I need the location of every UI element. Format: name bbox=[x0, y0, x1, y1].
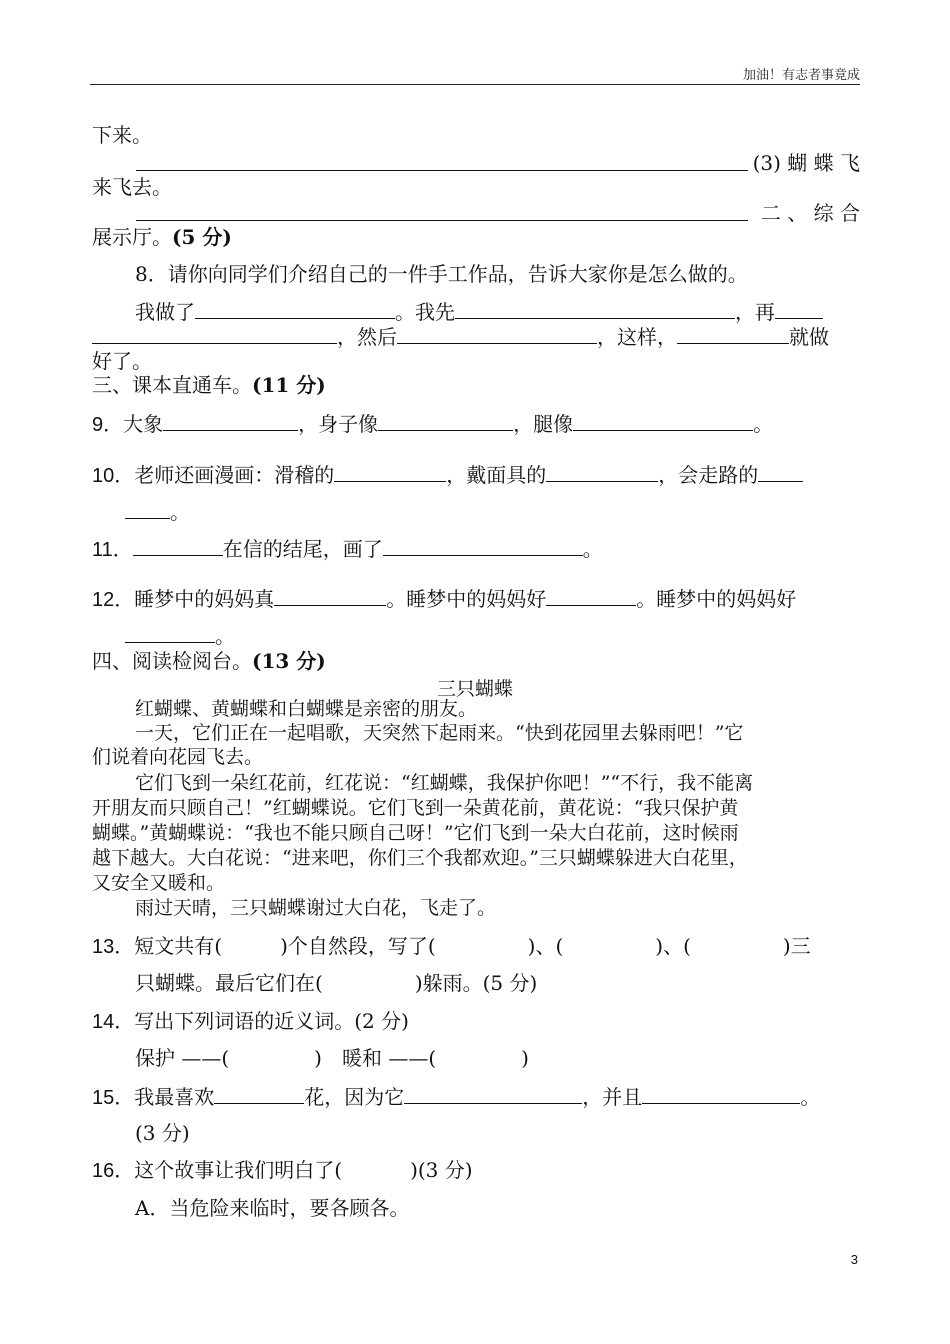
q15-number: 15 bbox=[92, 1087, 115, 1109]
answer-blank[interactable] bbox=[455, 298, 735, 319]
answer-blank[interactable] bbox=[125, 622, 215, 643]
q11 bbox=[92, 535, 860, 563]
q14-line-2 bbox=[135, 1045, 860, 1071]
section-4-heading bbox=[92, 648, 860, 674]
answer-blank[interactable] bbox=[378, 410, 513, 431]
passage-para-4: 雨过天晴，三只蝴蝶谢过大白花，飞走了。 bbox=[135, 897, 497, 919]
text: 花，因为它 bbox=[304, 1085, 405, 1109]
answer-blank[interactable] bbox=[758, 461, 803, 482]
text: )躲雨。(5 分) bbox=[414, 971, 538, 995]
passage-para-3-line-2: 开朋友而只顾自己！”红蝴蝶说。它们飞到一朵黄花前，黄花说：“我只保护黄 bbox=[92, 797, 739, 819]
header-rule bbox=[90, 84, 860, 85]
text: 。睡梦中的妈妈好 bbox=[636, 587, 797, 611]
text: 。 bbox=[582, 537, 603, 561]
answer-blank[interactable] bbox=[397, 323, 597, 344]
q16-option-a[interactable]: A．当危险来临时，要各顾各。 bbox=[135, 1196, 410, 1220]
text: ． bbox=[112, 537, 133, 561]
q13-line-2 bbox=[135, 970, 860, 996]
answer-blank[interactable] bbox=[404, 1083, 582, 1104]
text: ．这个故事让我们明白了( bbox=[114, 1158, 343, 1182]
q10-line-1 bbox=[92, 461, 860, 489]
text: 来飞去。 bbox=[92, 175, 172, 199]
score: (3 分) bbox=[135, 1121, 190, 1145]
text: ) bbox=[521, 1046, 529, 1070]
q8-prompt bbox=[135, 261, 860, 287]
q12-number: 12 bbox=[92, 589, 115, 611]
q13-line-1 bbox=[92, 933, 860, 960]
text: ．睡梦中的妈妈真 bbox=[114, 587, 275, 611]
q9 bbox=[92, 410, 860, 438]
q8-line-2 bbox=[92, 323, 860, 350]
cont-line-2-tail: (3) 蝴 蝶 飞 bbox=[752, 151, 860, 175]
answer-blank[interactable] bbox=[92, 323, 337, 344]
text: ．我最喜欢 bbox=[114, 1085, 215, 1109]
text: ．短文共有( bbox=[114, 934, 223, 958]
text: 。睡梦中的妈妈好 bbox=[386, 587, 547, 611]
passage-para-3-line-1: 它们飞到一朵红花前，红花说：“红蝴蝶，我保护你吧！”“不行，我不能离 bbox=[135, 772, 754, 794]
text: 就做 bbox=[789, 325, 829, 349]
answer-blank[interactable] bbox=[775, 298, 823, 319]
answer-blank[interactable] bbox=[677, 323, 789, 344]
text: 。 bbox=[215, 624, 235, 648]
q8-number: 8 bbox=[135, 262, 148, 286]
q12-line-1 bbox=[92, 585, 860, 613]
text: 。 bbox=[753, 412, 774, 436]
text: ，并且 bbox=[582, 1085, 643, 1109]
text: ) 暖和 ——( bbox=[314, 1046, 437, 1070]
text: 只蝴蝶。最后它们在( bbox=[135, 971, 323, 995]
cont-line-5 bbox=[92, 224, 860, 250]
text: 。我先 bbox=[395, 300, 455, 324]
section-title: 四、阅读检阅台。 bbox=[92, 649, 252, 673]
answer-blank[interactable] bbox=[573, 410, 753, 431]
q16-number: 16 bbox=[92, 1160, 115, 1182]
answer-blank[interactable] bbox=[125, 498, 170, 519]
q8-text: ．请你向同学们介绍自己的一件手工作品，告诉大家你是怎么做的。 bbox=[147, 262, 748, 286]
section-3-heading bbox=[92, 372, 860, 398]
answer-blank[interactable] bbox=[163, 410, 298, 431]
q10-number: 10 bbox=[92, 465, 115, 487]
answer-blank[interactable] bbox=[383, 535, 583, 556]
text: ，会走路的 bbox=[658, 463, 759, 487]
text: ，戴面具的 bbox=[446, 463, 547, 487]
cont-line-2 bbox=[92, 150, 860, 177]
text: )三 bbox=[782, 934, 811, 958]
cont-line-4-tail: 二 、 综 合 bbox=[760, 201, 860, 225]
text: )(3 分) bbox=[410, 1158, 473, 1182]
q8-line-1 bbox=[135, 298, 860, 325]
text: 我做了 bbox=[135, 300, 195, 324]
text: )、( bbox=[655, 934, 691, 958]
section-title: 三、课本直通车。 bbox=[92, 373, 252, 397]
text: ．老师还画漫画：滑稽的 bbox=[114, 463, 335, 487]
text: )、( bbox=[527, 934, 564, 958]
answer-blank[interactable] bbox=[274, 585, 386, 606]
q14-number: 14 bbox=[92, 1011, 115, 1033]
passage-para-2-line-2: 们说着向花园飞去。 bbox=[92, 746, 264, 768]
q16-prompt bbox=[92, 1157, 860, 1184]
answer-blank[interactable] bbox=[546, 461, 658, 482]
text: ，然后 bbox=[337, 325, 397, 349]
text: 保护 ——( bbox=[135, 1046, 230, 1070]
text: 在信的结尾，画了 bbox=[222, 537, 383, 561]
text: ，身子像 bbox=[298, 412, 379, 436]
text: 下来。 bbox=[92, 123, 152, 147]
passage-para-2-line-1: 一天，它们正在一起唱歌，天突然下起雨来。“快到花园里去躲雨吧！”它 bbox=[135, 722, 744, 744]
q15-line-2 bbox=[135, 1120, 860, 1146]
text: ，再 bbox=[735, 300, 775, 324]
text: ，腿像 bbox=[513, 412, 574, 436]
answer-blank[interactable] bbox=[642, 1083, 800, 1104]
answer-blank[interactable] bbox=[195, 298, 395, 319]
text: 。 bbox=[170, 500, 190, 524]
text: 好了。 bbox=[92, 349, 152, 373]
page-header-motto: 加油！有志者事竟成 bbox=[742, 68, 860, 83]
q13-number: 13 bbox=[92, 936, 115, 958]
answer-blank[interactable] bbox=[136, 150, 748, 171]
answer-blank[interactable] bbox=[136, 200, 748, 221]
q11-number: 11 bbox=[92, 539, 113, 561]
q14-prompt bbox=[92, 1008, 860, 1035]
passage-para-3-line-4: 越下越大。大白花说：“进来吧，你们三个我都欢迎。”三只蝴蝶躲进大白花里， bbox=[92, 847, 748, 869]
page-number: 3 bbox=[850, 1252, 858, 1267]
passage-para-1: 红蝴蝶、黄蝴蝶和白蝴蝶是亲密的朋友。 bbox=[135, 698, 478, 720]
answer-blank[interactable] bbox=[133, 535, 223, 556]
cont-line-1 bbox=[92, 122, 860, 148]
answer-blank[interactable] bbox=[334, 461, 446, 482]
passage-para-3-line-5: 又安全又暖和。 bbox=[92, 872, 226, 894]
cont-line-4 bbox=[92, 200, 860, 227]
passage-para-3-line-3: 蝴蝶。”黄蝴蝶说：“我也不能只顾自己呀！”它们飞到一朵大白花前，这时候雨 bbox=[92, 822, 739, 844]
answer-blank[interactable] bbox=[546, 585, 636, 606]
text: 展示厅。 bbox=[92, 225, 172, 249]
section-score: (11 分) bbox=[252, 373, 326, 397]
score: (5 分) bbox=[172, 225, 232, 249]
passage-title: 三只蝴蝶 bbox=[436, 678, 513, 700]
q10-line-2 bbox=[125, 498, 860, 525]
q8-line-3 bbox=[92, 348, 860, 374]
text: ．写出下列词语的近义词。(2 分) bbox=[114, 1009, 409, 1033]
q15-line-1 bbox=[92, 1083, 860, 1111]
cont-line-3 bbox=[92, 174, 860, 200]
text: ．大象 bbox=[103, 412, 164, 436]
text: 。 bbox=[800, 1085, 821, 1109]
q12-line-2 bbox=[125, 622, 860, 649]
section-score: (13 分) bbox=[252, 649, 326, 673]
answer-blank[interactable] bbox=[214, 1083, 304, 1104]
text: ，这样， bbox=[597, 325, 677, 349]
q9-number: 9 bbox=[92, 414, 104, 436]
text: )个自然段，写了( bbox=[280, 934, 436, 958]
